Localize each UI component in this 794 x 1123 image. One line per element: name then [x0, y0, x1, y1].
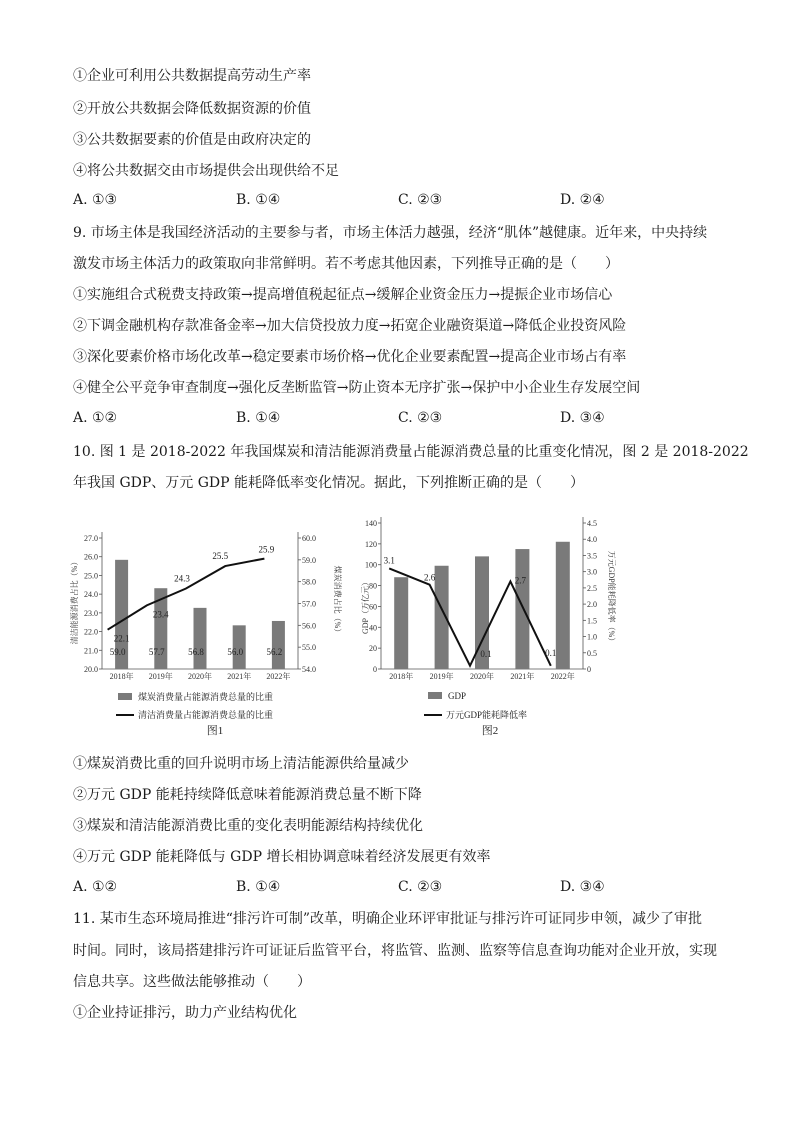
q8-item-1: ①企业可利用公共数据提高劳动生产率 [73, 68, 311, 84]
fig2-bar [515, 549, 529, 669]
q8-item-3: ③公共数据要素的价值是由政府决定的 [73, 132, 311, 148]
fig2-ylabel-right: 万元GDP能耗降低率（%） [607, 550, 616, 646]
fig1-line-value-label: 25.5 [212, 551, 229, 562]
fig1-line-value-label: 22.1 [113, 633, 130, 644]
fig1-legend [116, 691, 273, 720]
fig2-ytick-right-label: 1.5 [587, 616, 597, 626]
q9-option-c[interactable]: C. ②③ [398, 410, 443, 426]
fig1-xtick-label: 2021年 [227, 672, 252, 681]
fig1-line-series [108, 559, 265, 630]
fig2-ylabel-left: GDP（万亿元） [361, 577, 370, 635]
fig1-bar-value-label: 56.2 [266, 647, 283, 657]
fig2-line-value-label: 2.7 [514, 575, 527, 586]
fig2-caption: 图2 [481, 725, 499, 737]
fig1-legend-line-label: 清洁消费量占能源消费总量的比重 [138, 710, 274, 720]
fig1-ytick-right-label: 58.0 [302, 577, 316, 587]
q10-option-c[interactable]: C. ②③ [398, 879, 443, 895]
q9-stem-line-2: 激发市场主体活力的政策取向非常鲜明。若不考虑其他因素，下列推导正确的是（ ） [73, 256, 619, 272]
fig2-ytick-right-label: 2.5 [587, 583, 597, 593]
fig1-ylabel-right: 煤炭消费占比（%） [333, 565, 342, 637]
q8-option-c[interactable]: C. ②③ [398, 192, 443, 208]
fig1-caption: 图1 [206, 725, 224, 737]
fig1-xtick-label: 2020年 [188, 672, 212, 681]
q10-option-a[interactable]: A. ①② [73, 879, 118, 895]
fig2-ytick-left-label: 20 [369, 644, 377, 654]
fig2-line-value-label: 3.1 [383, 555, 395, 566]
q11-stem-line-3: 信息共享。这些做法能够推动（ ） [73, 974, 311, 990]
fig1-legend-bar-swatch [118, 693, 132, 700]
q10-option-b[interactable]: B. ①④ [236, 879, 281, 895]
fig1-ytick-right-label: 55.0 [302, 643, 316, 653]
q8-option-a[interactable]: A. ①③ [73, 192, 118, 208]
q10-item-2: ②万元 GDP 能耗持续降低意味着能源消费总量不断下降 [73, 787, 422, 803]
q10-stem-line-1: 10. 图 1 是 2018-2022 年我国煤炭和清洁能源消费量占能源消费总量的比重变化情况，图 2 是 2018-2022 [73, 444, 749, 460]
fig2-plot [365, 517, 597, 681]
q10-options [73, 879, 733, 897]
q9-option-b[interactable]: B. ①④ [236, 410, 281, 426]
fig2-ytick-left-label: 120 [365, 539, 377, 549]
q11-stem-line-1: 11. 某市生态环境局推进“排污许可制”改革，明确企业环评审批证与排污许可证同步申领，减少了审批 [73, 911, 703, 927]
q10-option-d[interactable]: D. ③④ [560, 879, 605, 895]
q10-stem-line-2: 年我国 GDP、万元 GDP 能耗降低率变化情况。据此，下列推断正确的是（ ） [73, 475, 585, 491]
fig2-xtick-label: 2022年 [550, 672, 575, 681]
fig2-legend-bar-swatch [428, 692, 442, 699]
fig1-ytick-left-label: 21.0 [84, 646, 98, 656]
fig1-xtick-label: 2019年 [148, 672, 173, 681]
fig2-bar [394, 577, 408, 669]
fig1-ytick-right-label: 57.0 [302, 599, 316, 609]
fig1-ytick-left-label: 27.0 [84, 534, 98, 543]
q10-item-1: ①煤炭消费比重的回升说明市场上清洁能源供给量减少 [73, 756, 409, 772]
fig1-xtick-label: 2022年 [266, 672, 291, 681]
fig2-xtick-label: 2018年 [389, 672, 414, 681]
fig2-ytick-left-label: 60 [369, 602, 377, 612]
fig2-ytick-left-label: 140 [365, 519, 377, 528]
q9-options [73, 410, 733, 428]
q9-option-d[interactable]: D. ③④ [560, 410, 605, 426]
q9-item-2: ②下调金融机构存款准备金率→加大信贷投放力度→拓宽企业融资渠道→降低企业投资风险 [73, 318, 627, 334]
fig1-ytick-right-label: 60.0 [302, 534, 316, 543]
fig2-ytick-left-label: 100 [365, 560, 377, 570]
fig1-ylabel-left: 清洁能源消费占比（%） [70, 557, 79, 645]
fig1-line-value-label: 25.9 [258, 544, 275, 555]
fig2-xtick-label: 2020年 [470, 672, 494, 681]
fig2-line-value-label: 2.6 [423, 572, 436, 583]
fig2-line-value-label: 0.1 [545, 647, 557, 658]
q8-item-4: ④将公共数据交由市场提供会出现供给不足 [73, 163, 339, 179]
fig2-ytick-left-label: 40 [369, 623, 377, 633]
q8-item-2: ②开放公共数据会降低数据资源的价值 [73, 101, 311, 117]
q9-option-a[interactable]: A. ①② [73, 410, 118, 426]
fig2-ytick-right-label: 3.0 [587, 567, 597, 577]
fig1-plot [84, 532, 316, 681]
fig1-ytick-right-label: 54.0 [302, 665, 316, 674]
fig1-bar-value-label: 57.7 [148, 647, 165, 657]
fig2-ytick-left-label: 80 [369, 581, 377, 591]
fig2-legend-line-label: 万元GDP能耗降低率 [446, 710, 528, 720]
q9-item-4: ④健全公平竞争审查制度→强化反垄断监管→防止资本无序扩张→保护中小企业生存发展空间 [73, 380, 641, 396]
fig1-line-value-label: 24.3 [174, 573, 190, 584]
q9-item-3: ③深化要素价格市场化改革→稳定要素市场价格→优化企业要素配置→提高企业市场占有率 [73, 349, 627, 365]
fig1-ytick-right-label: 59.0 [302, 555, 316, 565]
fig1-ytick-left-label: 20.0 [84, 665, 98, 674]
fig2-ytick-right-label: 2.0 [587, 600, 597, 610]
q11-stem-line-2: 时间。同时，该局搭建排污许可证证后监管平台，将监管、监测、监察等信息查询功能对企业开放，实现 [73, 943, 717, 959]
fig2-ytick-right-label: 4.0 [587, 535, 597, 545]
fig2-ytick-right-label: 0.5 [587, 648, 597, 658]
fig1-bar-value-label: 56.0 [227, 647, 244, 657]
fig2-ytick-right-label: 4.5 [587, 519, 597, 528]
fig2-line-value-label: 0.1 [480, 648, 492, 659]
fig1-legend-bar-label: 煤炭消费量占能源消费总量的比重 [138, 692, 274, 702]
fig1-bar-value-label: 56.8 [188, 647, 204, 657]
q11-item-1: ①企业持证排污，助力产业结构优化 [73, 1005, 297, 1021]
fig2-xtick-label: 2019年 [429, 672, 454, 681]
fig1-ytick-left-label: 26.0 [84, 552, 98, 562]
fig1-bar-value-label: 59.0 [109, 647, 126, 657]
q9-item-1: ①实施组合式税费支持政策→提高增值税起征点→缓解企业资金压力→提振企业市场信心 [73, 287, 613, 303]
fig1-bar [272, 621, 285, 669]
fig2-ytick-right-label: 1.0 [587, 632, 597, 642]
fig2-bar [556, 542, 570, 669]
fig1-ytick-left-label: 22.0 [84, 627, 98, 637]
fig1-ytick-left-label: 23.0 [84, 608, 98, 618]
q10-item-3: ③煤炭和清洁能源消费比重的变化表明能源结构持续优化 [73, 818, 423, 834]
fig1-xtick-label: 2018年 [109, 672, 134, 681]
fig2-ytick-left-label: 0 [373, 665, 377, 674]
fig2-xtick-label: 2021年 [510, 672, 535, 681]
fig1-bar [194, 608, 207, 669]
q8-options [73, 192, 733, 210]
q8-option-d[interactable]: D. ②④ [560, 192, 605, 208]
fig2-legend [424, 691, 527, 720]
fig2-legend-bar-label: GDP [448, 691, 467, 701]
fig1-line-value-label: 23.4 [152, 609, 169, 620]
figure-2-chart [360, 506, 640, 742]
q9-stem-line-1: 9. 市场主体是我国经济活动的主要参与者，市场主体活力越强，经济“肌体”越健康。近年来，中央持续 [73, 225, 708, 241]
fig2-ytick-right-label: 0 [587, 665, 591, 674]
fig2-ytick-right-label: 3.5 [587, 551, 597, 561]
q10-item-4: ④万元 GDP 能耗降低与 GDP 增长相协调意味着经济发展更有效率 [73, 849, 491, 865]
figure-1-chart [60, 506, 360, 742]
fig1-ytick-right-label: 56.0 [302, 621, 316, 631]
fig1-ytick-left-label: 24.0 [84, 590, 98, 600]
fig1-ytick-left-label: 25.0 [84, 571, 98, 581]
q8-option-b[interactable]: B. ①④ [236, 192, 281, 208]
